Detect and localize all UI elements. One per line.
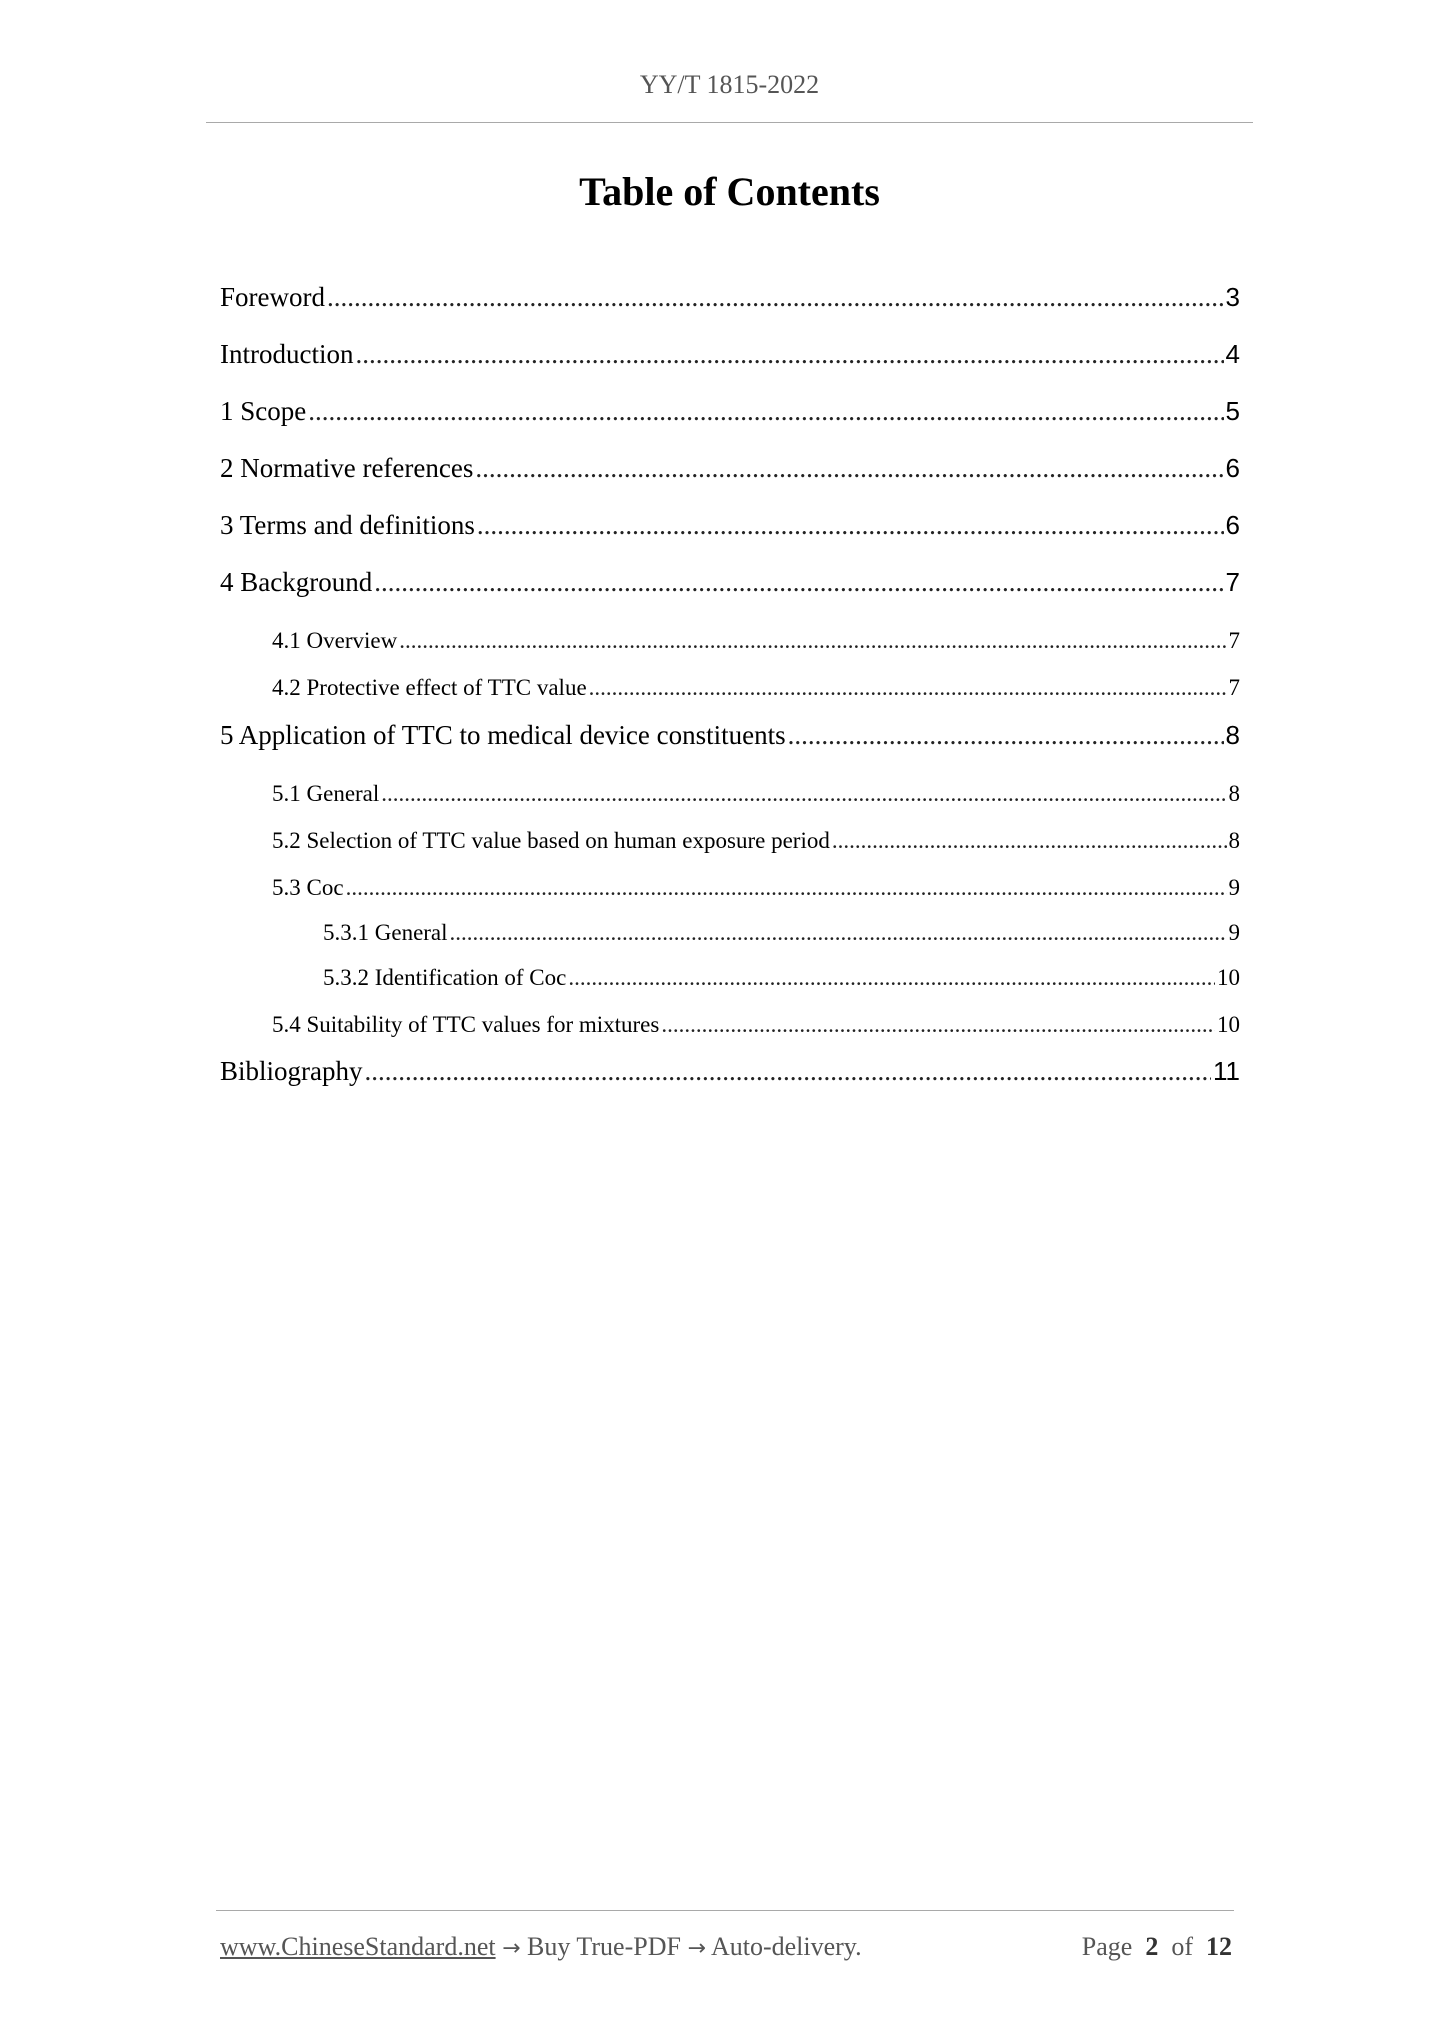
toc-entry-page: 8 — [1228, 828, 1240, 853]
toc-entry-label: 4.1 Overview — [272, 628, 398, 653]
toc-entry-page: 5 — [1225, 396, 1240, 426]
page-word: Page — [1081, 1932, 1133, 1961]
toc-entry-page: 10 — [1217, 965, 1240, 990]
toc-entry-coc[interactable] — [272, 875, 1240, 901]
toc-entry-label: Introduction — [220, 339, 354, 369]
dot-leader — [346, 875, 1227, 901]
toc-entry-page: 3 — [1225, 282, 1240, 312]
footer-divider — [216, 1910, 1234, 1911]
dot-leader — [568, 965, 1215, 991]
toc-entry-label: 5.1 General — [272, 781, 380, 806]
dot-leader — [374, 567, 1223, 598]
toc-entry-page: 8 — [1228, 781, 1240, 806]
dot-leader — [832, 828, 1227, 854]
footer-promo — [220, 1932, 862, 1962]
arrow-right-icon: → — [687, 1936, 706, 1961]
dot-leader — [477, 510, 1224, 541]
toc-entry-label: 3 Terms and definitions — [220, 510, 475, 540]
toc-entry-page: 8 — [1225, 720, 1240, 750]
toc-title: Table of Contents — [579, 169, 880, 214]
dot-leader — [355, 339, 1223, 370]
toc-entry-page: 9 — [1228, 875, 1240, 900]
dot-leader — [399, 628, 1226, 654]
toc-entry-page: 9 — [1228, 920, 1240, 945]
toc-entry-introduction[interactable] — [220, 339, 1240, 370]
toc-entry-protective-effect[interactable] — [272, 675, 1240, 701]
total-pages: 12 — [1206, 1932, 1232, 1961]
toc-entry-identification-of-coc[interactable] — [323, 965, 1240, 991]
toc-entry-foreword[interactable] — [220, 282, 1240, 313]
page-footer — [220, 1932, 1232, 1962]
buy-true-pdf-text: Buy True-PDF — [527, 1932, 681, 1961]
toc-entry-label: Foreword — [220, 282, 325, 312]
toc-entry-label: 5.3.1 General — [323, 920, 448, 945]
toc-entry-application-of-ttc[interactable] — [220, 720, 1240, 751]
arrow-right-icon: → — [502, 1936, 521, 1961]
toc-entry-page: 6 — [1225, 510, 1240, 540]
dot-leader — [589, 675, 1227, 701]
toc-entry-label: 5.2 Selection of TTC value based on human exposure period — [272, 828, 830, 853]
dot-leader — [450, 920, 1227, 946]
dot-leader — [327, 282, 1224, 313]
toc-entry-label: 5 Application of TTC to medical device constituents — [220, 720, 786, 750]
toc-entry-5-3-1-general[interactable] — [323, 920, 1240, 946]
toc-entry-bibliography[interactable] — [220, 1056, 1240, 1087]
dot-leader — [661, 1012, 1215, 1038]
toc-entry-background[interactable] — [220, 567, 1240, 598]
toc-entry-normative-references[interactable] — [220, 453, 1240, 484]
toc-entry-page: 6 — [1225, 453, 1240, 483]
of-word: of — [1171, 1932, 1193, 1961]
toc-entry-page: 7 — [1225, 567, 1240, 597]
toc-entry-label: 2 Normative references — [220, 453, 474, 483]
toc-entry-page: 7 — [1228, 628, 1240, 653]
toc-entry-selection-of-ttc[interactable] — [272, 828, 1240, 854]
toc-entry-scope[interactable] — [220, 396, 1240, 427]
toc-entry-label: 5.4 Suitability of TTC values for mixtures — [272, 1012, 660, 1037]
document-id-header: YY/T 1815-2022 — [639, 70, 820, 99]
header-divider — [206, 122, 1253, 123]
toc-entry-page: 4 — [1225, 339, 1240, 369]
toc-entry-label: 5.3 Coc — [272, 875, 344, 900]
toc-entry-suitability-of-ttc[interactable] — [272, 1012, 1240, 1038]
current-page: 2 — [1145, 1932, 1159, 1961]
toc-entry-label: 4 Background — [220, 567, 373, 597]
toc-entry-5-1-general[interactable] — [272, 781, 1240, 807]
dot-leader — [788, 720, 1224, 751]
toc-entry-label: 4.2 Protective effect of TTC value — [272, 675, 587, 700]
toc-entry-terms-and-definitions[interactable] — [220, 510, 1240, 541]
toc-entry-page: 7 — [1228, 675, 1240, 700]
toc-entry-label: 5.3.2 Identification of Coc — [323, 965, 567, 990]
toc-entry-label: 1 Scope — [220, 396, 307, 426]
dot-leader — [365, 1056, 1212, 1087]
toc-entry-page: 11 — [1213, 1056, 1240, 1086]
toc-entry-page: 10 — [1217, 1012, 1240, 1037]
page-number — [1082, 1932, 1232, 1962]
auto-delivery-text: Auto-delivery. — [710, 1932, 862, 1961]
site-link[interactable]: www.ChineseStandard.net — [220, 1932, 496, 1961]
dot-leader — [475, 453, 1223, 484]
dot-leader — [308, 396, 1223, 427]
toc-entry-overview[interactable] — [272, 628, 1240, 654]
toc-entry-label: Bibliography — [220, 1056, 363, 1086]
dot-leader — [381, 781, 1226, 807]
